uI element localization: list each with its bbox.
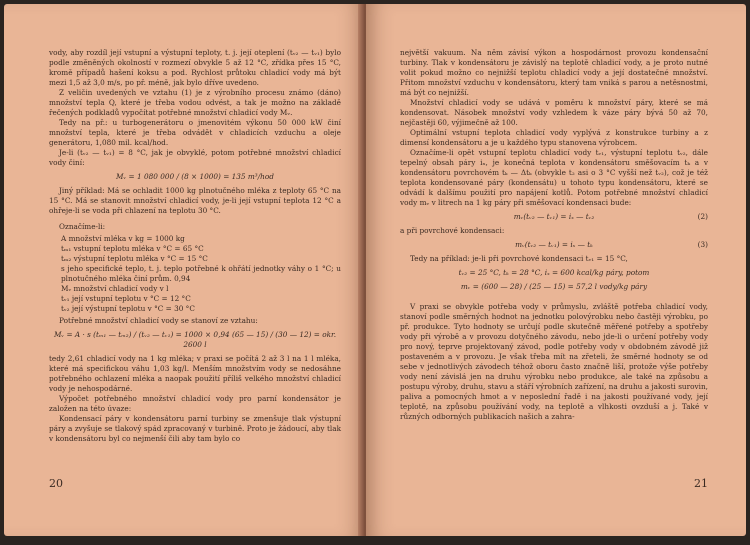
left-page-text (49, 48, 341, 444)
paragraph: Tedy na příklad: je-li při povrchové kondensaci tᵥ₁ = 15 °C, (410, 254, 628, 263)
formula: mᵥ = (600 — 28) / (25 — 15) = 57,2 l vody/kg páry (460, 282, 648, 291)
right-page (366, 4, 746, 536)
paragraph: Z veličin uvedených ve vztahu (1) je z výrobního procesu známo (dáno) množství tepla Q, které je třeba vodou odvést, a tak je možno na základě řečených podkladů vypočítat potřebné množství chladicí vody Mᵥ. (49, 88, 341, 117)
page-number: 21 (694, 477, 708, 490)
formula: Mᵥ = 1 080 000 / (8 × 1000) = 135 m³/hod (116, 172, 274, 181)
paragraph: Označíme-li: (59, 222, 106, 231)
formula: Mᵥ = A · s (tₘ₁ — tₘ₂) / (tᵥ₂ — tᵥ₁) = 1000 × 0,94 (65 — 15) / (30 — 12) = okr. 2600 l (53, 330, 337, 349)
paragraph: a při povrchové kondensaci: (400, 226, 505, 235)
paragraph: Množství chladicí vody se udává v poměru k množství páry, které se má kondensovat. Násobek množství vody vzhledem k váze páry bývá 50 až 70, nejčastěji 60, výjimečně až 100. (400, 98, 708, 127)
formula (400, 240, 708, 250)
paragraph: Optimální vstupní teplota chladicí vody vyplývá z konstrukce turbiny a z dimensí kondensátoru a je u každého typu stanovena výrobcem. (400, 128, 708, 147)
paragraph: Kondensací páry v kondensátoru parní turbiny se zmenšuje tlak výstupní páry a zvyšuje se tlakový spád zpracovaný v turbině. Proto je žádoucí, aby tlak v kondensátoru byl co nejmenší čili aby tam bylo co (49, 414, 341, 443)
left-page (4, 4, 364, 536)
definition-item: tᵥ₁ její vstupní teplotu v °C = 12 °C (61, 294, 191, 303)
page-number: 20 (49, 477, 63, 490)
paragraph: Výpočet potřebného množství chladicí vody pro parní kondensátor je založen na této úvaze: (49, 394, 341, 413)
definition-item: Mᵥ množství chladicí vody v l (61, 284, 169, 293)
definition-list (61, 234, 341, 314)
paragraph: Potřebné množství chladicí vody se stanoví ze vztahu: (59, 316, 258, 325)
definition-item: tᵥ₂ její výstupní teplotu v °C = 30 °C (61, 304, 195, 313)
formula-text: mᵥ(tᵥ₂ — tᵥ₁) = iₓ — tₖ (515, 240, 593, 249)
formula: tᵥ₂ = 25 °C, tₖ = 28 °C, iₓ = 600 kcal/kg páry, potom (458, 268, 650, 277)
formula (400, 212, 708, 222)
paragraph: Označíme-li opět vstupní teplotu chladicí vody tᵥ₁, výstupní teplotu tᵥ₂, dále tepelný obsah páry iₓ, je konečná teplota v kondensátoru směšovacím tₖ a v kondensátoru povrchovém tₖ — Δtₖ (obvykle t₂ asi o 3 °C vyšší než tᵥ₂), což je též teplota kondensované páry (kondensátu) u tohoto typu kondensátoru, které se odvádí k dalšímu použití pro napájení kotlů. Potom potřebné množství chladicí vody mᵥ v litrech na 1 kg páry při směšovací kondensaci bude: (400, 148, 708, 207)
paragraph: největší vakuum. Na něm závisí výkon a hospodárnost provozu kondensační turbiny. Tlak v kondensátoru je závislý na teplotě chladicí vody, a je proto nutné volit pokud možno co nejnižší teplotu chladicí vody a její dostatečné množství. Přitom množství vzduchu v kondensátoru, který tam vniká s parou a netěsnostmi, má být co nejnižší. (400, 48, 708, 97)
paragraph: tedy 2,61 chladicí vody na 1 kg mléka; v praxi se počítá 2 až 3 l na 1 l mléka, které má specifickou váhu 1,03 kg/l. Menším množstvím vody se nedosáhne potřebného ochlazení mléka a naopak použití příliš velkého množství chladicí vody je nehospodárné. (49, 354, 341, 393)
right-page-text (400, 48, 708, 422)
equation-number: (3) (697, 240, 708, 249)
paragraph: Tedy na př.: u turbogenerátoru o jmenovitém výkonu 50 000 kW činí množství tepla, které je třeba odvádět v chladicích vzduchu a oleje generátoru, 1,080 mil. kcal/hod. (49, 118, 341, 147)
paragraph: V praxi se obvykle potřeba vody v průmyslu, zvláště potřeba chladicí vody, stanoví podle směrných hodnot na jednotku polovýrobku nebo častěji výrobku, po př. produkce. Tyto hodnoty se určují podle skutečně měřené potřeby a spotřeby vody při výrobě a v provozu dotyčného závodu, nebo jde-li o určení potřeby vody pro nový, teprve projektovaný závod, podle potřeby vody v obdobném závodě již postaveném a v provozu. Je však třeba mít na zřeteli, že směrné hodnoty se od sebe v jednotlivých závodech téhož oboru často značně liší, protože výše potřeby vody není závislá jen na druhu výrobku nebo produkce, ale také na způsobu a postupu výroby, druhu, stavu a stáří výrobních zařízení, na druhu a jakosti surovin, paliva a pomocných hmot a v neposlední řadě i na jakosti používané vody, její teplotě, na způsobu používání vody, na teplotě a vlhkosti ovzduší a j. Také v různých odborných publikacích našich a zahra- (400, 302, 708, 421)
equation-number: (2) (697, 212, 708, 221)
definition-item: A množství mléka v kg = 1000 kg (61, 234, 185, 243)
paragraph: Jiný příklad: Má se ochladit 1000 kg plnotučného mléka z teploty 65 °C na 15 °C. Má se stanovit množství chladicí vody, je-li její vstupní teplota 12 °C a ohřeje-li se voda při chlazení na teplotu 30 °C. (49, 186, 341, 215)
definition-item: tₘ₂ výstupní teplotu mléka v °C = 15 °C (61, 254, 208, 263)
formula-text: mᵥ(tᵥ₂ — tᵥ₁) = iₓ — tᵥ₂ (513, 212, 595, 221)
paragraph: Je-li (tᵥ₂ — tᵥ₁) = 8 °C, jak je obvyklé, potom potřebné množství chladicí vody činí: (49, 148, 341, 167)
definition-item: tₘ₁ vstupní teplotu mléka v °C = 65 °C (61, 244, 204, 253)
definition-item: s jeho specifické teplo, t. j. teplo potřebné k ohřátí jednotky váhy o 1 °C; u plnotučného mléka činí prům. 0,94 (61, 264, 341, 283)
paragraph: vody, aby rozdíl její vstupní a výstupní teploty, t. j. její oteplení (tᵥ₂ — tᵥ₁) bylo podle změněných okolností v rozmezí obvykle 5 až 12 °C, zřídka přes 15 °C, kromě případů hašení koksu a pod. Rychlost průtoku chladicí vody má být mezi 1,5 až 3,0 m/s, po př. méně, jak bylo dříve uvedeno. (49, 48, 341, 87)
